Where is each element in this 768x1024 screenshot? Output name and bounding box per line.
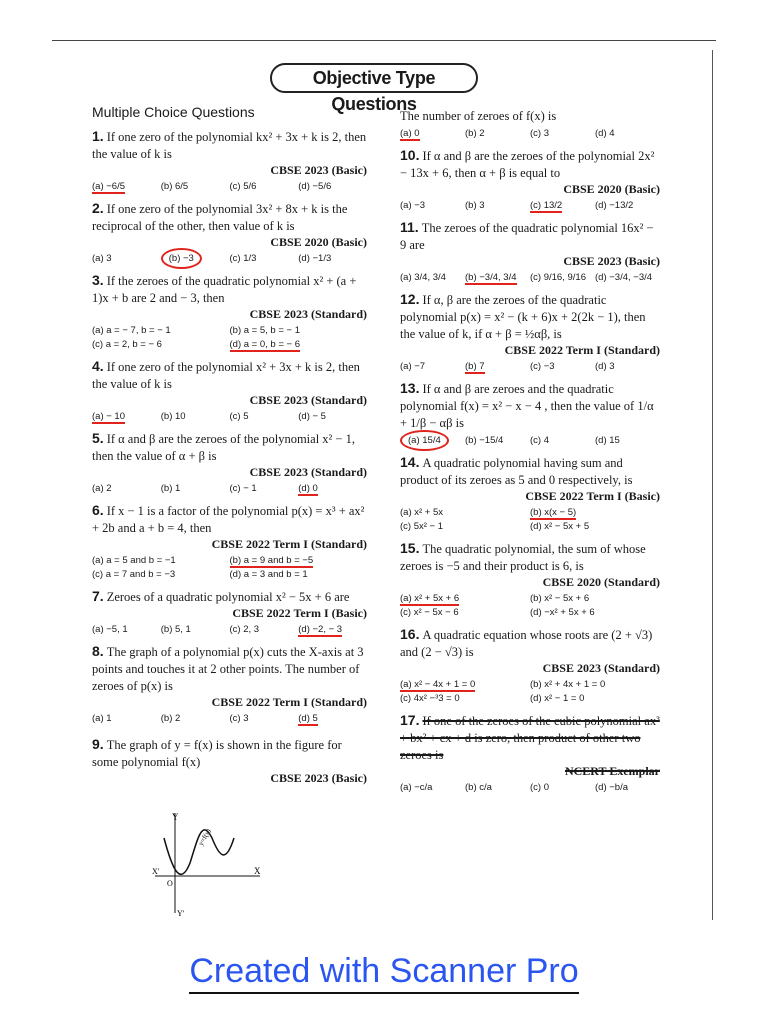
option-c [400,520,530,534]
option-c [400,692,530,706]
option-text: (b) 2 [160,713,181,724]
option-text: (c) 5/6 [229,181,257,192]
option-b [230,324,368,338]
option-b [465,434,530,448]
option-c [530,199,595,213]
option-text: (d) −3/4, −3/4 [595,272,653,283]
options [400,678,660,706]
question-text: A quadratic polynomial having sum and product of its zeroes as 5 and 0 respectively, is [400,456,633,487]
options [92,712,367,726]
graph-origin-label: O [167,879,173,888]
section-title: Multiple Choice Questions [92,104,255,120]
options [92,623,367,637]
q9-options [400,127,660,141]
question-number: 10. [400,147,420,163]
question-6 [92,502,367,582]
option-text: (a) 3/4, 3/4 [400,272,446,283]
option-b [465,199,530,213]
option-b [465,360,530,374]
option-d [230,568,368,582]
option-d [595,434,660,448]
option-d [595,199,660,213]
option-text: (d) − 5 [298,411,326,422]
question-number: 14. [400,454,420,470]
right-margin-rule [712,50,713,920]
option-c [92,338,230,352]
question-source: CBSE 2020 (Basic) [270,235,367,249]
options [400,360,660,374]
polynomial-graph [150,808,270,918]
option-text: (a) x² + 5x [400,507,444,518]
question-13 [400,380,660,448]
graph-y-neg-label: Y′ [177,909,185,918]
question-number: 15. [400,540,420,556]
question-14 [400,454,660,534]
option-c [230,623,299,637]
left-column [92,128,367,792]
option-text: (d) −2, − 3 [298,624,343,635]
option-text: (a) a = 5 and b = −1 [92,555,176,566]
option-text: (d) −13/2 [595,200,634,211]
option-text: (b) 6/5 [160,181,189,192]
option-a [92,712,161,726]
question-source: CBSE 2022 Term I (Standard) [211,537,367,551]
question-number: 2. [92,200,104,216]
question-source: CBSE 2022 Term I (Standard) [504,343,660,357]
option-text: (c) a = 2, b = − 6 [92,339,162,350]
question-9 [92,736,367,786]
option-text: (a) −3 [400,200,426,211]
question-text: The graph of a polynomial p(x) cuts the X-axis at 3 points and touches it at 2 other points. The number of zeroes of p(x) is [92,645,364,693]
option-text: (b) a = 9 and b = −5 [229,555,314,566]
option-text: (d) −x² + 5x + 6 [530,607,595,618]
option-text: (a) x² + 5x + 6 [400,593,460,604]
option-d [298,252,367,266]
option-c [530,360,595,374]
option-c [230,180,299,194]
option-a [92,180,161,194]
option-text: (d) x² − 1 = 0 [530,693,585,704]
question-source: CBSE 2022 Term I (Basic) [232,606,367,620]
options [92,180,367,194]
question-15 [400,540,660,620]
option-a [400,434,465,448]
option-text: (c) 0 [530,782,549,793]
option-text: (a) 3 [92,253,112,264]
q9-option-a: (a) 0 [400,128,420,139]
option-text: (d) 0 [298,483,318,494]
question-8 [92,643,367,726]
option-a [92,252,161,266]
option-text: (b) −3 [161,248,202,269]
option-d [595,271,660,285]
option-text: (a) a = − 7, b = − 1 [92,325,171,336]
option-text: (a) −6/5 [92,181,126,192]
option-text: (d) x² − 5x + 5 [530,521,590,532]
question-text: The zeroes of the quadratic polynomial 16x² − 9 are [400,221,654,252]
question-source: CBSE 2023 (Basic) [563,254,660,268]
option-d [298,180,367,194]
option-d [298,623,367,637]
option-text: (c) 13/2 [530,200,563,211]
option-c [400,606,530,620]
option-text: (c) a = 7 and b = −3 [92,569,176,580]
question-source: CBSE 2023 (Standard) [249,393,367,407]
option-c [530,781,595,795]
option-text: (b) 5, 1 [160,624,191,635]
question-12 [400,291,660,374]
question-source: CBSE 2022 Term I (Standard) [211,695,367,709]
option-b [161,712,230,726]
option-b [530,678,660,692]
option-a [400,592,530,606]
option-text: (b) 7 [465,361,485,372]
right-column [400,108,660,801]
option-text: (c) 5x² − 1 [400,521,444,532]
option-text: (d) 3 [595,361,615,372]
scanner-watermark-text: Created with Scanner Pro [189,952,578,994]
question-number: 6. [92,502,104,518]
options [92,410,367,424]
option-text: (a) − 10 [92,411,126,422]
option-a [400,360,465,374]
question-source: CBSE 2023 (Basic) [270,163,367,177]
option-text: (c) x² − 5x − 6 [400,607,459,618]
option-text: (b) x² − 5x + 6 [530,593,590,604]
q9-option-b: (b) 2 [465,128,485,139]
option-a [92,623,161,637]
question-5 [92,430,367,496]
question-10 [400,147,660,213]
question-source: CBSE 2023 (Standard) [542,661,660,675]
question-source: CBSE 2022 Term I (Basic) [525,489,660,503]
question-text: The graph of y = f(x) is shown in the figure for some polynomial f(x) [92,738,342,769]
option-a [92,554,230,568]
option-text: (a) x² − 4x + 1 = 0 [400,679,476,690]
options [92,324,367,352]
question-text: If the zeroes of the quadratic polynomial x² + (a + 1)x + b are 2 and − 3, then [92,274,357,305]
option-text: (b) −3/4, 3/4 [465,272,517,283]
option-text: (c) 1/3 [229,253,257,264]
question-11 [400,219,660,285]
option-c [230,252,299,266]
option-text: (a) 15/4 [400,430,449,451]
option-a [92,324,230,338]
option-a [400,781,465,795]
option-text: (b) c/a [465,782,492,793]
options [400,781,660,795]
option-b [230,554,368,568]
option-text: (c) 4 [530,435,549,446]
question-source: CBSE 2023 (Standard) [249,307,367,321]
graph-y-label: Y [172,812,179,822]
option-a [92,482,161,496]
graph-curve-label: y=f(x) [196,827,213,847]
option-text: (a) 1 [92,713,112,724]
option-c [92,568,230,582]
option-text: (c) 9/16, 9/16 [530,272,586,283]
option-a [400,678,530,692]
option-b [530,506,660,520]
option-a [92,410,161,424]
question-number: 16. [400,626,420,642]
option-c [230,410,299,424]
question-source: CBSE 2020 (Basic) [563,182,660,196]
option-b [161,410,230,424]
question-number: 7. [92,588,104,604]
option-text: (c) 4x² −³3 = 0 [400,693,460,704]
q9-option-c: (c) 3 [530,128,549,139]
option-text: (a) −7 [400,361,426,372]
option-b [161,252,230,266]
option-text: (d) −5/6 [298,181,332,192]
option-text: (c) − 1 [229,483,257,494]
option-text: (b) x² + 4x + 1 = 0 [530,679,606,690]
option-text: (c) −3 [530,361,555,372]
question-number: 8. [92,643,104,659]
option-d [230,338,368,352]
option-text: (d) 5 [298,713,318,724]
question-number: 4. [92,358,104,374]
option-d [298,410,367,424]
option-b [161,482,230,496]
question-source: CBSE 2023 (Standard) [249,465,367,479]
q9-continuation-text: The number of zeroes of f(x) is [400,109,557,123]
question-text: If one zero of the polynomial kx² + 3x + k is 2, then the value of k is [92,130,367,161]
option-text: (d) −1/3 [298,253,332,264]
graph-x-label: X [254,866,261,876]
option-text: (c) 5 [229,411,249,422]
option-d [530,520,660,534]
option-text: (c) 2, 3 [229,624,260,635]
option-b [161,623,230,637]
question-text: The quadratic polynomial, the sum of whose zeroes is −5 and their product is 6, is [400,542,646,573]
option-d [595,781,660,795]
question-source: CBSE 2020 (Standard) [542,575,660,589]
question-source: CBSE 2023 (Basic) [270,771,367,785]
options [400,592,660,620]
options [92,482,367,496]
question-text: If α and β are the zeroes of the polynomial x² − 1, then the value of α + β is [92,432,355,463]
option-text: (b) 1 [160,483,181,494]
options [92,252,367,266]
option-text: (a) −c/a [400,782,433,793]
question-text: Zeroes of a quadratic polynomial x² − 5x + 6 are [106,590,350,604]
page-title: Objective Type Questions [270,63,478,93]
question-text: A quadratic equation whose roots are (2 + √3) and (2 − √3) is [400,628,653,659]
options [92,554,367,582]
question-text: If x − 1 is a factor of the polynomial p(x) = x³ + ax² + 2b and a + b = 4, then [92,504,365,535]
option-c [530,434,595,448]
option-d [298,712,367,726]
right-questions [400,147,660,795]
option-d [595,360,660,374]
option-text: (d) a = 0, b = − 6 [229,339,301,350]
option-d [298,482,367,496]
option-a [400,199,465,213]
q9-continuation [400,108,660,141]
option-a [400,271,465,285]
question-text: If one zero of the polynomial 3x² + 8x + k is the reciprocal of the other, then value of k is [92,202,348,233]
question-3 [92,272,367,352]
options [400,506,660,534]
question-number: 12. [400,291,420,307]
option-b [465,271,530,285]
options [400,199,660,213]
question-number: 1. [92,128,104,144]
question-4 [92,358,367,424]
option-c [230,712,299,726]
question-source: NCERT Exemplar [564,764,660,778]
option-text: (d) 15 [595,435,620,446]
option-d [530,606,660,620]
option-b [465,781,530,795]
question-text: If α, β are the zeroes of the quadratic polynomial p(x) = x² − (k + 6)x + 2(2k − 1), then the value of k, if α + β = ½αβ, is [400,293,646,341]
question-text: If α and β are zeroes and the quadratic polynomial f(x) = x² − x − 4 , then the value of 1/α + 1/β − αβ is [400,382,654,430]
question-text: If α and β are the zeroes of the polynomial 2x² − 13x + 6, then α + β is equal to [400,149,655,180]
scanner-watermark [0,952,768,991]
option-text: (c) 3 [229,713,249,724]
top-rule [52,40,716,41]
question-1 [92,128,367,194]
graph-x-neg-label: X′ [152,867,160,876]
options [400,271,660,285]
option-text: (d) a = 3 and b = 1 [229,569,308,580]
option-text: (b) a = 5, b = − 1 [229,325,301,336]
q9-option-d: (d) 4 [595,128,615,139]
question-number: 11. [400,219,419,235]
option-b [530,592,660,606]
option-text: (a) −5, 1 [92,624,128,635]
option-text: (b) −15/4 [465,435,504,446]
option-c [530,271,595,285]
question-number: 17. [400,712,420,728]
question-text: If one zero of the polynomial x² + 3x + k is 2, then the value of k is [92,360,360,391]
question-17 [400,712,660,795]
option-text: (d) −b/a [595,782,629,793]
question-number: 13. [400,380,420,396]
question-number: 9. [92,736,104,752]
option-text: (b) x(x − 5) [530,507,577,518]
options [400,434,660,448]
option-c [230,482,299,496]
question-16 [400,626,660,706]
option-d [530,692,660,706]
question-number: 5. [92,430,104,446]
option-text: (a) 2 [92,483,112,494]
question-number: 3. [92,272,104,288]
question-2 [92,200,367,266]
question-7 [92,588,367,637]
option-text: (b) 3 [465,200,485,211]
option-a [400,506,530,520]
question-text: If one of the zeroes of the cubic polynomial ax³ + bx² + cx + d is zero, then product of other two zeroes is [400,714,660,762]
option-text: (b) 10 [160,411,186,422]
option-b [161,180,230,194]
